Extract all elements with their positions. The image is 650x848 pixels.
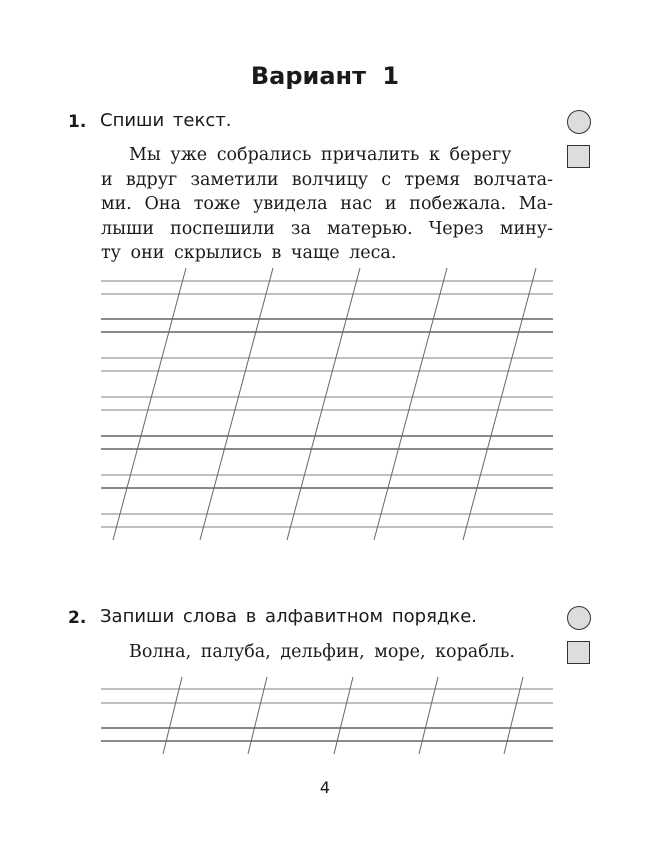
ruled-area-1 bbox=[101, 268, 553, 540]
slant-line bbox=[374, 268, 447, 540]
task-1-instruction: Спиши текст. bbox=[100, 110, 232, 131]
text-line: лыши поспешили за матерью. Через мину- bbox=[101, 218, 553, 239]
text-line: и вдруг заметили волчицу с тремя волчата- bbox=[101, 169, 553, 190]
text-line: ту они скрылись в чаще леса. bbox=[101, 243, 397, 263]
slant-line bbox=[287, 268, 360, 540]
text-line: ми. Она тоже увидела нас и побежала. Ма- bbox=[101, 194, 553, 214]
task-2-number: 2. bbox=[68, 608, 87, 628]
slant-line bbox=[200, 268, 273, 540]
slant-line bbox=[463, 268, 536, 540]
text-line: Мы уже собрались причалить к берегу bbox=[129, 145, 512, 165]
ruled-area-2 bbox=[101, 677, 553, 754]
page-number: 4 bbox=[319, 778, 331, 797]
slant-line bbox=[113, 268, 186, 540]
task-2-words: Волна, палуба, дельфин, море, корабль. bbox=[129, 642, 515, 662]
page-title: Вариант 1 bbox=[250, 62, 400, 90]
task-1-number: 1. bbox=[68, 112, 87, 132]
task-2-instruction: Запиши слова в алфавитном порядке. bbox=[100, 606, 478, 627]
